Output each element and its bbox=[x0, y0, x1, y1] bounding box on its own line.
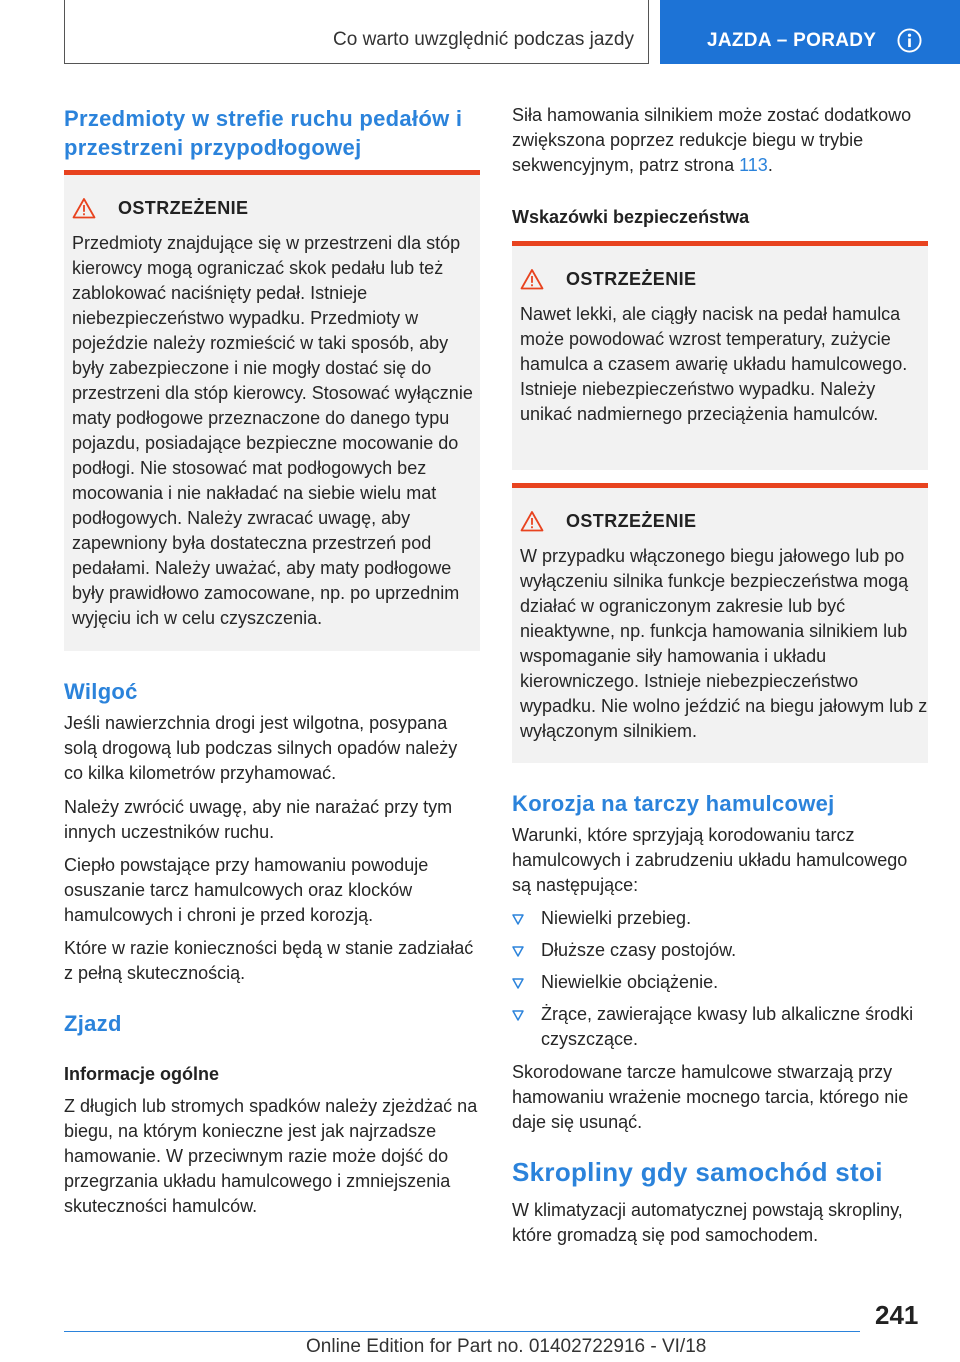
moisture-paragraph-1: Jeśli nawierzchnia drogi jest wilgotna, posypana solą drogową lub podczas silnych opadów należy co kilka kilometrów przyhamować. bbox=[64, 713, 458, 783]
list-item bbox=[512, 1002, 928, 1052]
header-chapter-title: Co warto uwzględnić podczas jazdy bbox=[333, 29, 634, 50]
header-section-title: JAZDA – PORADY bbox=[707, 30, 877, 51]
list-item-text: Niewielki przebieg. bbox=[541, 908, 692, 928]
engine-brake-paragraph bbox=[512, 103, 928, 178]
warning-text: Przedmioty znajdujące się w przestrzeni dla stóp kierowcy mogą ograniczać skok pedału lub też zablokować naciśnięty pedał. Istnieje niebezpieczeństwo wypadku. Przedmioty w pojeździe należy rozmieścić w taki sposób, aby były zabezpieczone i nie mogły dostać się do przestrzeni dla stóp kierowcy. Stosować wyłącznie maty podłogowe przeznaczone do danego typu pojazdu, posiadające bezpieczne mocowanie do podłogi. Nie stosować mat podłogowych bez mocowania i nie nakładać na siebie wielu mat podłogowych. Należy zwracać uwagę, aby zapewniony była dostateczna przestrzeń pod pedałami. Należy uważać, aby maty podłogowe były prawidłowo zamocowane, np. po uprzednim wyjęciu ich w celu czyszczenia. bbox=[72, 233, 473, 628]
condensate-paragraph: W klimatyzacji automatycznej powstają skropliny, które gromadzą się pod samochodem. bbox=[512, 1200, 903, 1245]
safety-tips-heading: Wskazówki bezpieczeństwa bbox=[512, 207, 750, 227]
info-icon[interactable] bbox=[897, 28, 922, 53]
engine-brake-text: Siła hamowania silnikiem może zostać dodatkowo zwiększona poprzez redukcje biegu w trybie sekwencyjnym, patrz strona bbox=[512, 105, 912, 175]
moisture-paragraph-4: Które w razie konieczności będą w stanie zadziałać z pełną skutecznością. bbox=[64, 938, 474, 983]
warning-triangle-icon bbox=[520, 268, 544, 290]
moisture-paragraph-2: Należy zwrócić uwagę, aby nie narażać przy tym innych uczestników ruchu. bbox=[64, 797, 453, 842]
general-info-heading: Informacje ogólne bbox=[64, 1064, 220, 1084]
bullet-triangle-icon bbox=[512, 1010, 524, 1021]
list-item-text: Dłuższe czasy postojów. bbox=[541, 940, 737, 960]
list-item bbox=[512, 938, 928, 963]
general-info-paragraph: Z długich lub stromych spadków należy zjeżdżać na biegu, na którym konieczne jest jak najrzadsze hamowanie. W przeciwnym razie może dojść do przegrzania układu hamulcowego i zmniejszenia skuteczności hamulców. bbox=[64, 1096, 478, 1216]
warning-triangle-icon bbox=[72, 197, 96, 219]
list-item-text: Żrące, zawierające kwasy lub alkaliczne środki czyszczące. bbox=[541, 1004, 914, 1049]
moisture-paragraph-3: Ciepło powstające przy hamowaniu powoduje osuszanie tarcz hamulcowych oraz klocków hamulcowych i chroni je przed korozją. bbox=[64, 855, 429, 925]
page-reference-link[interactable]: 113 bbox=[739, 155, 768, 175]
warning-triangle-icon bbox=[520, 510, 544, 532]
descent-heading: Zjazd bbox=[64, 1011, 122, 1036]
warning-box-pedals bbox=[64, 170, 480, 651]
bullet-triangle-icon bbox=[512, 914, 524, 925]
footer-divider bbox=[64, 1331, 860, 1332]
bullet-triangle-icon bbox=[512, 978, 524, 989]
pedal-area-heading: Przedmioty w strefie ruchu pedałów i przestrzeni przypodłogowej bbox=[64, 106, 463, 160]
header-chapter-box bbox=[64, 0, 649, 64]
warning-title: OSTRZEŻENIE bbox=[566, 268, 697, 289]
warning-title: OSTRZEŻENIE bbox=[118, 197, 249, 218]
warning-text: Nawet lekki, ale ciągły nacisk na pedał hamulca może powodować wzrost temperatury, zużycie hamulca a czasem awarię układu hamulcowego. Istnieje niebezpieczeństwo wypadku. Należy unikać nadmiernego przeciążenia hamulców. bbox=[520, 304, 908, 424]
corrosion-conditions-list bbox=[512, 906, 928, 1059]
list-item bbox=[512, 970, 928, 995]
list-item-text: Niewielkie obciążenie. bbox=[541, 972, 719, 992]
moisture-heading: Wilgoć bbox=[64, 679, 138, 704]
corrosion-heading: Korozja na tarczy hamulcowej bbox=[512, 791, 835, 816]
page-number: 241 bbox=[875, 1300, 919, 1330]
header-section-box bbox=[660, 0, 960, 64]
list-item bbox=[512, 906, 928, 931]
footer-edition: Online Edition for Part no. 01402722916 - VI/18 bbox=[306, 1336, 707, 1357]
condensate-heading: Skropliny gdy samochód stoi bbox=[512, 1157, 883, 1187]
engine-brake-end: . bbox=[767, 155, 773, 175]
warning-title: OSTRZEŻENIE bbox=[566, 510, 697, 531]
warning-box-brake-pressure bbox=[512, 241, 928, 470]
bullet-triangle-icon bbox=[512, 946, 524, 957]
warning-box-neutral-gear bbox=[512, 483, 928, 763]
corrosion-intro: Warunki, które sprzyjają korodowaniu tarcz hamulcowych i zabrudzeniu układu hamulcowego są następujące: bbox=[512, 825, 908, 895]
warning-text: W przypadku włączonego biegu jałowego lub po wyłączeniu silnika funkcje bezpieczeństwa mogą działać w ograniczonym zakresie lub być nieaktywne, np. funkcja hamowania silnikiem lub wspomaganie siły hamowania i układu kierowniczego. Istnieje niebezpieczeństwo wypadku. Nie wolno jeździć na biegu jałowym lub z wyłączonym silnikiem. bbox=[520, 546, 928, 741]
corrosion-outro: Skorodowane tarcze hamulcowe stwarzają przy hamowaniu wrażenie mocnego tarcia, którego nie daje się usunąć. bbox=[512, 1062, 909, 1132]
